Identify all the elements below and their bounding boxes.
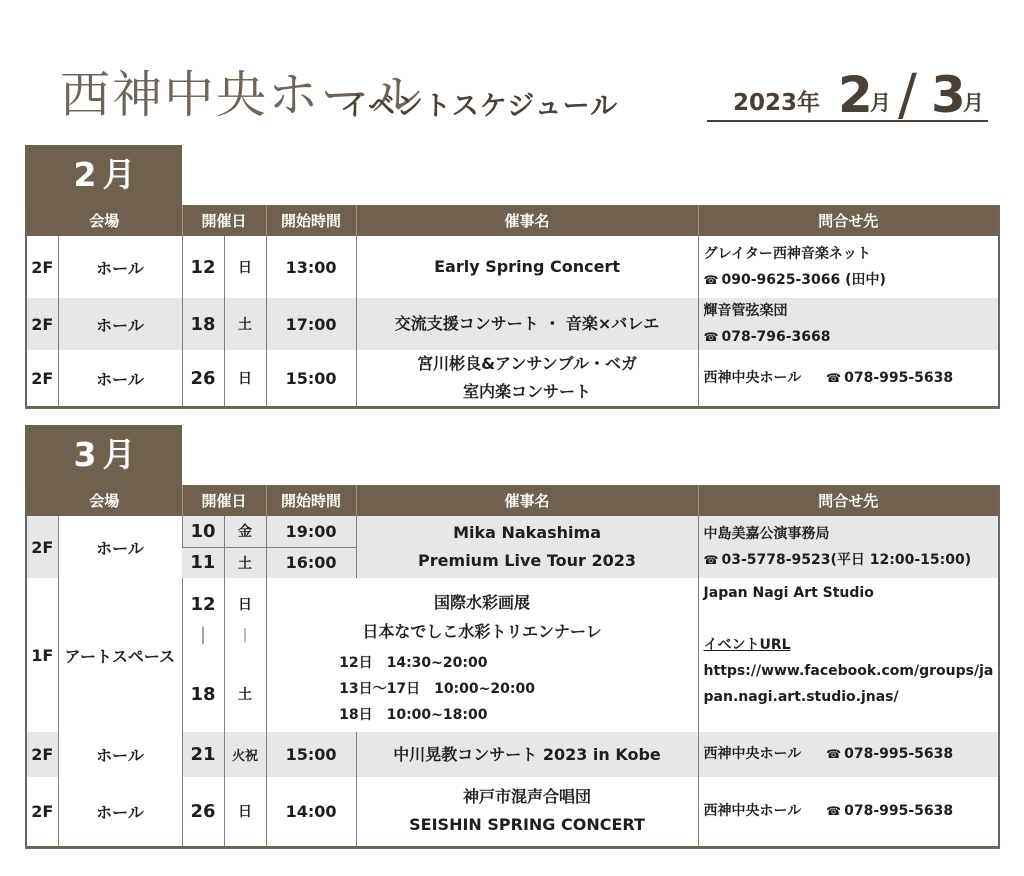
venue: ホール xyxy=(58,516,182,578)
contact-name: 中島美嘉公演事務局 xyxy=(703,526,830,542)
col-header-event: 催事名 xyxy=(356,205,698,236)
floor: 1F xyxy=(31,645,54,665)
weekday-range xyxy=(224,578,266,732)
venue: ホール xyxy=(58,236,182,298)
event-name: 交流支援コンサート ・ 音楽×バレエ xyxy=(356,298,698,350)
contact-name: グレイター西神音楽ネット xyxy=(703,246,871,262)
day: 11 xyxy=(182,547,224,578)
col-header-start-time: 開始時間 xyxy=(266,205,356,236)
table-row xyxy=(26,350,999,408)
weekday-start: 日 xyxy=(238,597,253,613)
floor: 2F xyxy=(31,257,54,277)
col-header-venue: 会場 xyxy=(26,205,182,236)
phone-icon xyxy=(704,267,999,293)
event-url-link[interactable]: https://www.facebook.com/groups/ja xyxy=(703,663,994,679)
february-schedule-table xyxy=(25,205,1000,409)
weekday: 金 xyxy=(224,516,266,547)
weekday: 日 xyxy=(224,350,266,408)
venue: ホール xyxy=(58,298,182,350)
table-header-row xyxy=(26,485,999,516)
col-header-contact: 問合せ先 xyxy=(698,485,999,516)
day: 12 xyxy=(182,236,224,298)
floor: 2F xyxy=(26,732,58,777)
period-month-1-unit: 月 xyxy=(870,91,891,115)
venue: アートスペース xyxy=(58,578,182,732)
period-slash: / xyxy=(898,63,917,128)
day: 26 xyxy=(182,777,224,847)
event-name: Mika Nakashima Premium Live Tour 2023 xyxy=(356,516,698,578)
contact-phone: 078-995-5638 xyxy=(844,369,954,386)
start-time: 15:00 xyxy=(266,350,356,408)
range-bar: | xyxy=(242,627,248,643)
contact-phone: 078-796-3668 xyxy=(721,329,831,345)
phone-icon xyxy=(826,746,953,762)
range-bar: | xyxy=(199,624,207,645)
col-header-start-time: 開始時間 xyxy=(266,485,356,516)
day: 18 xyxy=(182,298,224,350)
start-time: 14:00 xyxy=(266,777,356,847)
table-row xyxy=(26,578,999,732)
month-tab-march: 3月 xyxy=(25,425,182,485)
contact xyxy=(698,298,999,350)
weekday: 火祝 xyxy=(224,732,266,777)
weekday: 土 xyxy=(224,298,266,350)
contact xyxy=(698,236,999,298)
floor: 2F xyxy=(26,298,58,350)
contact-name: 西神中央ホール xyxy=(703,802,802,819)
phone-icon xyxy=(704,547,999,573)
col-header-date: 開催日 xyxy=(182,205,266,236)
floor: 2F xyxy=(31,368,54,388)
col-header-contact: 問合せ先 xyxy=(698,205,999,236)
contact-name: 西神中央ホール xyxy=(703,369,802,386)
table-row xyxy=(26,732,999,777)
month-tab-february: 2月 xyxy=(25,145,182,205)
col-header-date: 開催日 xyxy=(182,485,266,516)
day: 10 xyxy=(182,516,224,547)
start-time: 15:00 xyxy=(266,732,356,777)
period-month-2-unit: 月 xyxy=(963,91,984,115)
hall-logo: 西神中央ホール xyxy=(60,66,423,124)
event-name: 宮川彬良&アンサンブル・ベガ 室内楽コンサート xyxy=(356,350,698,408)
day-start: 12 xyxy=(190,594,216,615)
table-row xyxy=(26,298,999,350)
event-name: 中川晃教コンサート 2023 in Kobe xyxy=(356,732,698,777)
contact xyxy=(698,777,999,847)
event-name: 国際水彩画展 日本なでしこ水彩トリエンナーレ 12日 14:30~20:00 13日～17日 10:00~20:00 18日 10:00~18:00 xyxy=(266,578,698,732)
schedule-period xyxy=(707,60,988,128)
day: 21 xyxy=(182,732,224,777)
start-time: 13:00 xyxy=(266,236,356,298)
event-name: Early Spring Concert xyxy=(356,236,698,298)
contact-phone: 03-5778-9523(平日 12:00-15:00) xyxy=(721,552,972,568)
table-header-row xyxy=(26,205,999,236)
start-time: 19:00 xyxy=(266,516,356,547)
contact-name: 輝音管弦楽団 xyxy=(703,303,788,319)
floor: 2F xyxy=(31,801,54,821)
day: 26 xyxy=(182,350,224,408)
page-subtitle: イベントスケジュール xyxy=(340,91,619,122)
period-month-1: 2 xyxy=(838,66,873,124)
contact-phone: 078-995-5638 xyxy=(844,802,954,819)
contact xyxy=(698,350,999,408)
contact xyxy=(698,578,999,732)
phone-icon xyxy=(826,370,953,386)
contact-phone: 090-9625-3066 (田中) xyxy=(721,272,886,288)
contact xyxy=(698,516,999,578)
venue: ホール xyxy=(58,350,182,408)
col-header-venue: 会場 xyxy=(26,485,182,516)
contact-name: 西神中央ホール xyxy=(703,746,802,762)
day-end: 18 xyxy=(190,684,216,705)
contact-phone: 078-995-5638 xyxy=(844,746,954,762)
start-time: 16:00 xyxy=(266,547,356,578)
weekday-end: 土 xyxy=(238,687,253,703)
table-row xyxy=(26,236,999,298)
period-year: 2023年 xyxy=(733,90,821,116)
contact xyxy=(698,732,999,777)
weekday: 日 xyxy=(224,236,266,298)
floor: 2F xyxy=(26,516,58,578)
period-month-2: 3 xyxy=(931,66,966,124)
table-row xyxy=(26,777,999,847)
start-time: 17:00 xyxy=(266,298,356,350)
col-header-event: 催事名 xyxy=(356,485,698,516)
march-schedule-table xyxy=(25,485,1000,849)
exhibition-hours: 12日 14:30~20:00 13日～17日 10:00~20:00 18日 10:00~18:00 xyxy=(339,655,535,723)
weekday: 日 xyxy=(224,777,266,847)
event-url-label: イベントURL xyxy=(703,637,791,653)
venue: ホール xyxy=(58,732,182,777)
event-name: 神戸市混声合唱団 SEISHIN SPRING CONCERT xyxy=(356,777,698,847)
table-row xyxy=(26,516,999,547)
venue: ホール xyxy=(58,777,182,847)
weekday: 土 xyxy=(224,547,266,578)
contact-name: Japan Nagi Art Studio xyxy=(703,585,874,601)
phone-icon xyxy=(704,324,999,350)
day-range xyxy=(182,578,224,732)
phone-icon xyxy=(826,803,953,819)
event-url-link-cont[interactable]: pan.nagi.art.studio.jnas/ xyxy=(703,689,899,705)
